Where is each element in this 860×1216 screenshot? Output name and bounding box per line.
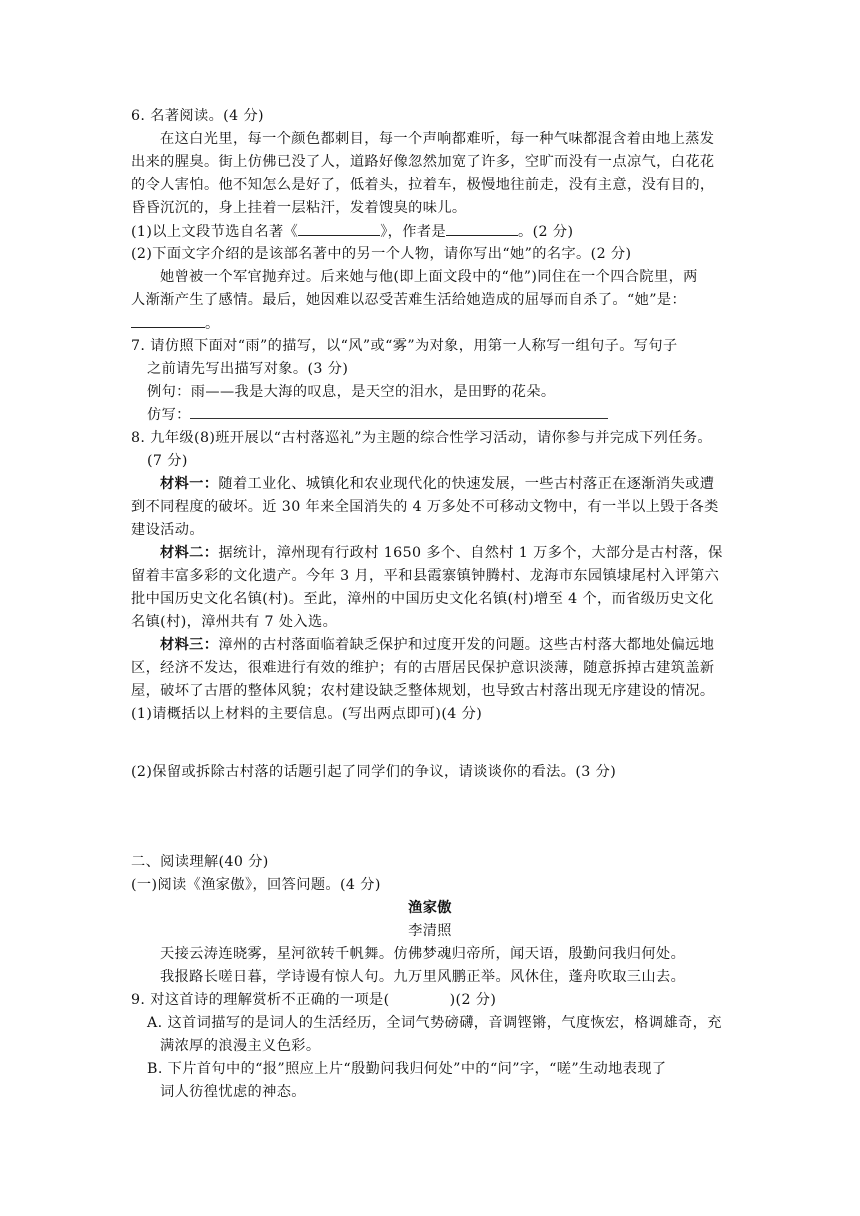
q6-sub1-author-prompt: 》，作者是 xyxy=(380,224,447,240)
q9-option-a-cont: 满浓厚的浪漫主义色彩。 xyxy=(160,1038,321,1054)
character-name-blank[interactable] xyxy=(131,313,205,328)
q9-option-b: B. 下片首句中的“报”照应上片“殷勤问我归何处”中的“问”字，“嗟”生动地表现了 xyxy=(147,1061,667,1077)
q6-title: 6. 名著阅读。(4 分) xyxy=(131,108,264,124)
poem-line: 我报路长嗟日暮，学诗谩有惊人句。九万里风鹏正举。风休住，蓬舟吹取三山去。 xyxy=(160,969,686,985)
material-1-line: 建设活动。 xyxy=(131,522,204,538)
section-2-part-1: (一)阅读《渔家傲》，回答问题。(4 分) xyxy=(131,877,381,893)
poem-title: 渔家傲 xyxy=(408,900,452,916)
q6-sub1-score: 。(2 分) xyxy=(518,224,574,240)
material-2-label: 材料二： xyxy=(160,545,219,561)
q6-sub1 xyxy=(131,221,573,242)
q7-example: 例句：雨——我是大海的叹息，是天空的泪水，是田野的花朵。 xyxy=(147,384,556,400)
q7-imitate-label: 仿写： xyxy=(147,407,191,423)
q6-sub2-answer xyxy=(131,313,220,334)
material-1-line: 材料一：随着工业化、城镇化和农业现代化的快速发展，一些古村落正在逐渐消失或遭 xyxy=(160,476,715,492)
material-3-line: 区，经济不发达，很难进行有效的维护；有的古厝居民保护意识淡薄，随意拆掉古建筑盖新 xyxy=(131,660,715,676)
q7-title-cont: 之前请先写出描写对象。(3 分) xyxy=(147,361,349,377)
q9-title: 9. 对这首诗的理解赏析不正确的一项是( )(2 分) xyxy=(131,992,497,1008)
q6-sub2-text: 人渐渐产生了感情。最后，她因难以忍受苦难生活给她造成的屈辱而自杀了。“她”是： xyxy=(131,292,687,308)
q6-passage-line: 昏昏沉沉的，身上挂着一层粘汗，发着馊臭的味儿。 xyxy=(131,200,467,216)
imitate-answer-line[interactable] xyxy=(190,418,608,419)
poem-author: 李清照 xyxy=(408,923,452,939)
material-3-line: 屋，破坏了古厝的整体风貌；农村建设缺乏整体规划，也导致古村落出现无序建设的情况。 xyxy=(131,683,715,699)
material-2-line: 批中国历史文化名镇(村)。至此，漳州的中国历史文化名镇(村)增至 4 个，而省级历史文化 xyxy=(131,591,714,607)
q7-title: 7. 请仿照下面对“雨”的描写，以“风”或“雾”为对象，用第一人称写一组句子。写句子 xyxy=(131,338,678,354)
author-blank[interactable] xyxy=(446,221,518,236)
material-1-line: 到不同程度的破坏。近 30 年来全国消失的 4 万多处不可移动文物中，有一半以上毁于各类 xyxy=(131,499,719,515)
q9-option-a: A. 这首词描写的是词人的生活经历，全词气势磅礴，音调铿锵，气度恢宏，格调雄奇，充 xyxy=(147,1015,722,1031)
q8-title-cont: (7 分) xyxy=(147,453,188,469)
q8-sub2: (2)保留或拆除古村落的话题引起了同学们的争议，请谈谈你的看法。(3 分) xyxy=(131,764,617,780)
material-2-line: 名镇(村)，漳州共有 7 处入选。 xyxy=(131,614,338,630)
section-2-title: 二、阅读理解(40 分) xyxy=(131,854,269,870)
q8-title: 8. 九年级(8)班开展以“古村落巡礼”为主题的综合性学习活动，请你参与并完成下列任务。 xyxy=(131,430,713,446)
q8-sub1: (1)请概括以上材料的主要信息。(写出两点即可)(4 分) xyxy=(131,706,483,722)
book-title-blank[interactable] xyxy=(298,221,380,236)
material-2-line: 留着丰富多彩的文化遗产。今年 3 月，平和县霞寨镇钟腾村、龙海市东园镇埭尾村入评第六 xyxy=(131,568,720,584)
q6-sub2-end: 。 xyxy=(205,316,220,332)
material-3-label: 材料三： xyxy=(160,637,219,653)
q6-sub2: (2)下面文字介绍的是该部名著中的另一个人物，请你写出“她”的名字。(2 分) xyxy=(131,246,632,262)
q6-passage-line: 的令人害怕。他不知怎么是好了，低着头，拉着车，极慢地往前走，没有主意，没有目的， xyxy=(131,177,715,193)
q6-sub2-text: 她曾被一个军官抛弃过。后来她与他(即上面文段中的“他”)同住在一个四合院里，两 xyxy=(160,269,698,285)
q6-passage-line: 在这白光里，每一个颜色都刺目，每一个声响都难听，每一种气味都混含着由地上蒸发 xyxy=(160,131,715,147)
poem-line: 天接云涛连晓雾，星河欲转千帆舞。仿佛梦魂归帝所，闻天语，殷勤问我归何处。 xyxy=(160,946,686,962)
material-1-label: 材料一： xyxy=(160,476,219,492)
material-3-line: 材料三：漳州的古村落面临着缺乏保护和过度开发的问题。这些古村落大都地处偏远地 xyxy=(160,637,715,653)
q9-option-b-cont: 词人彷徨忧虑的神态。 xyxy=(160,1084,306,1100)
q6-passage-line: 出来的腥臭。街上仿佛已没了人，道路好像忽然加宽了许多，空旷而没有一点凉气，白花花 xyxy=(131,154,715,170)
material-2-line: 材料二：据统计，漳州现有行政村 1650 多个、自然村 1 万多个，大部分是古村落，保 xyxy=(160,545,723,561)
q6-sub1-prompt: (1)以上文段节选自名著《 xyxy=(131,224,299,240)
